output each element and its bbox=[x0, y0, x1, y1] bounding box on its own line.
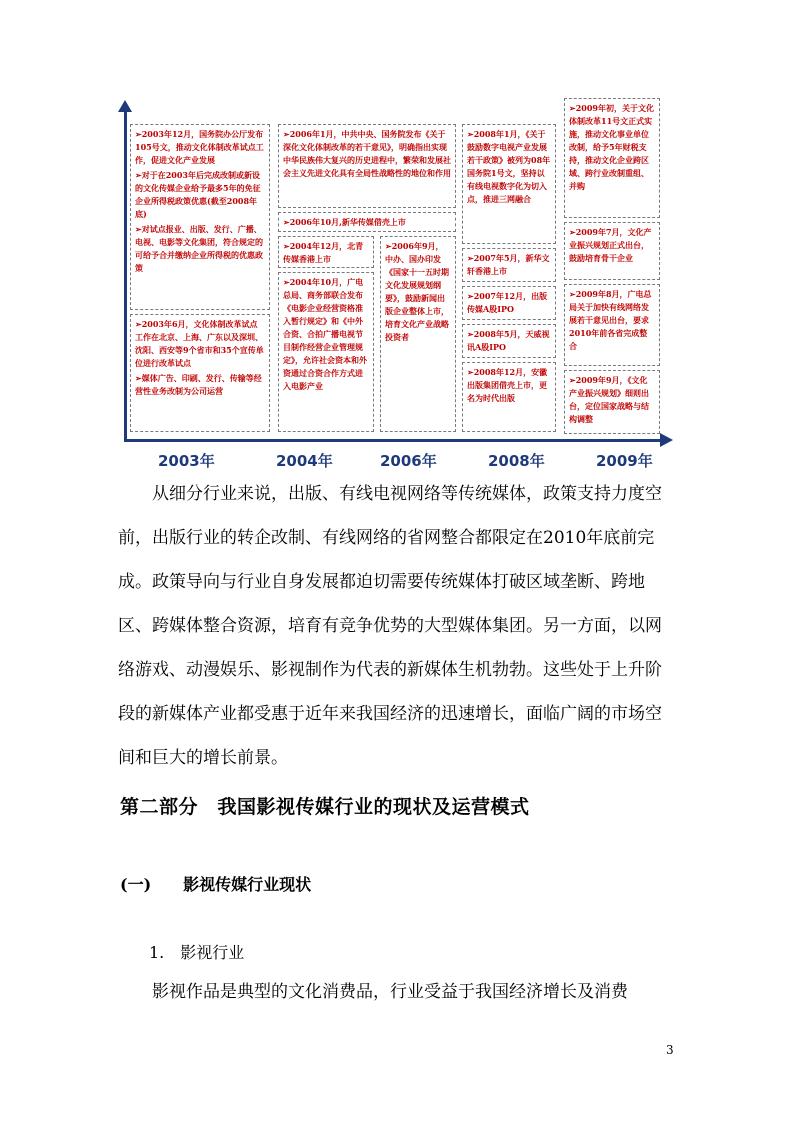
x-axis-line bbox=[124, 439, 664, 442]
section-heading: 第二部分 我国影视传媒行业的现状及运营模式 bbox=[120, 796, 530, 818]
timeline-item: ➢2009年初，关于文化体制改革11号文正式实施，推动文化事业单位改制，给予5年财税支持，推动文化企业跨区域、跨行业改制重组、并购 bbox=[569, 103, 654, 191]
timeline-item: ➢2003年6月，文化体制改革试点工作在北京、上海、广东以及深圳、沈阳、西安等9个省市和35个宣传单位进行改革试点 bbox=[135, 319, 264, 368]
y-axis-line bbox=[124, 112, 127, 442]
timeline-item: ➢2009年9月，《文化产业振兴规划》细则出台，定位国家战略与结构调整 bbox=[569, 375, 649, 424]
subsubsection-heading: 1. 影视行业 bbox=[149, 943, 245, 962]
timeline-item: ➢2003年12月，国务院办公厅发布105号文，推动文化体制改革试点工作，促进文化产业发展 bbox=[135, 129, 264, 165]
paragraph-text: 从细分行业来说，出版、有线电视网络等传统媒体，政策支持力度空前，出版行业的转企改制、有线网络的省网整合都限定在2010年底前完成。政策导向与行业自身发展都迫切需要传统媒体打破区域垄断、跨地区、跨媒体整合资源，培育有竞争优势的大型媒体集团。另一方面，以网络游戏、动漫娱乐、影视制作为代表的新媒体生机勃勃。这些处于上升阶段的新媒体产业都受惠于近年来我国经济的迅速增长，面临广阔的市场空间和巨大的增长前景。 bbox=[118, 484, 662, 768]
timeline-box-2007-dec bbox=[462, 286, 556, 320]
timeline-item: ➢2009年8月，广电总局关于加快有线网络发展若干意见出台，要求2010年前各省完成整合 bbox=[569, 289, 652, 351]
timeline-box-2008-dec bbox=[462, 362, 556, 432]
timeline-item: ➢2006年1月，中共中央、国务院发布《关于深化文化体制改革的若干意见》，明确指出实现中华民族伟大复兴的历史进程中，繁荣和发展社会主义先进文化具有全局性战略性的地位和作用 bbox=[283, 129, 451, 178]
timeline-item: ➢2008年12月，安徽出版集团借壳上市，更名为时代出版 bbox=[467, 367, 548, 403]
timeline-box-2006-sep bbox=[380, 236, 456, 432]
timeline-box-2004-dec bbox=[278, 236, 374, 268]
year-label: 2008年 bbox=[488, 452, 545, 470]
timeline-item: ➢对于在2003年后完成改制或新设的文化传媒企业给予最多5年的免征企业所得税政策优惠(截至2008年底) bbox=[135, 170, 261, 219]
timeline-item: ➢媒体广告、印刷、发行、传输等经营性业务改制为公司运营 bbox=[135, 373, 262, 396]
timeline-item: ➢2009年7月，文化产业振兴规划正式出台，鼓励培育骨干企业 bbox=[569, 227, 652, 263]
timeline-box-2006-oct bbox=[278, 212, 456, 232]
year-label: 2003年 bbox=[158, 452, 215, 470]
timeline-item: ➢2007年12月，出版传媒A股IPO bbox=[467, 291, 548, 314]
timeline-box-2003-a bbox=[130, 124, 270, 310]
timeline-item: ➢2007年5月，新华文轩香港上市 bbox=[467, 253, 550, 276]
timeline-box-2009-sep bbox=[564, 370, 660, 434]
timeline-box-2004-oct bbox=[278, 272, 374, 432]
year-label: 2004年 bbox=[276, 452, 333, 470]
timeline-item: ➢2004年10月，广电总局、商务部联合发布《电影企业经营资格准入暂行规定》和《中外合资、合拍广播电视节目制作经营企业管理规定》，允许社会资本和外资通过合资合作方式进入电影产业 bbox=[283, 277, 367, 391]
timeline-item: ➢2004年12月，北青传媒香港上市 bbox=[283, 241, 364, 264]
paragraph-text: 影视作品是典型的文化消费品，行业受益于我国经济增长及消费 bbox=[152, 982, 628, 1002]
timeline-item: ➢2008年1月，《关于鼓励数字电视产业发展若干政策》被列为08年国务院1号文，坚持以有线电视数字化为切入点，推进三网融合 bbox=[467, 129, 551, 204]
page-number: 3 bbox=[666, 1043, 674, 1057]
y-axis-arrow-icon bbox=[118, 100, 132, 112]
policy-timeline-figure bbox=[118, 98, 678, 470]
x-axis-arrow-icon bbox=[660, 433, 673, 447]
timeline-item: ➢2006年9月，中办、国办印发《国家十一五时期文化发展规划纲要》，鼓励新闻出版企业整体上市，培育文化产业战略投资者 bbox=[385, 241, 449, 342]
year-label: 2009年 bbox=[596, 452, 653, 470]
timeline-box-2009-jul bbox=[564, 222, 660, 280]
body-paragraph-2 bbox=[118, 970, 678, 1014]
timeline-item: ➢2008年5月，天威视讯A股IPO bbox=[467, 329, 550, 352]
timeline-box-2006-jan bbox=[278, 124, 456, 208]
timeline-box-2009-early bbox=[564, 98, 660, 218]
timeline-item: ➢对试点报业、出版、发行、广播、电视、电影等文化集团，符合规定的可给予合并缴纳企业所得税的优惠政策 bbox=[135, 224, 263, 273]
body-paragraph-1 bbox=[118, 472, 678, 780]
timeline-box-2008-may bbox=[462, 324, 556, 358]
timeline-item: ➢2006年10月,新华传媒借壳上市 bbox=[283, 217, 406, 227]
timeline-box-2003-b bbox=[130, 314, 270, 432]
timeline-box-2007-may bbox=[462, 248, 556, 282]
year-label: 2006年 bbox=[380, 452, 437, 470]
subsection-heading: (一) 影视传媒行业现状 bbox=[120, 875, 312, 894]
timeline-box-2008-jan bbox=[462, 124, 556, 244]
timeline-box-2009-aug bbox=[564, 284, 660, 366]
